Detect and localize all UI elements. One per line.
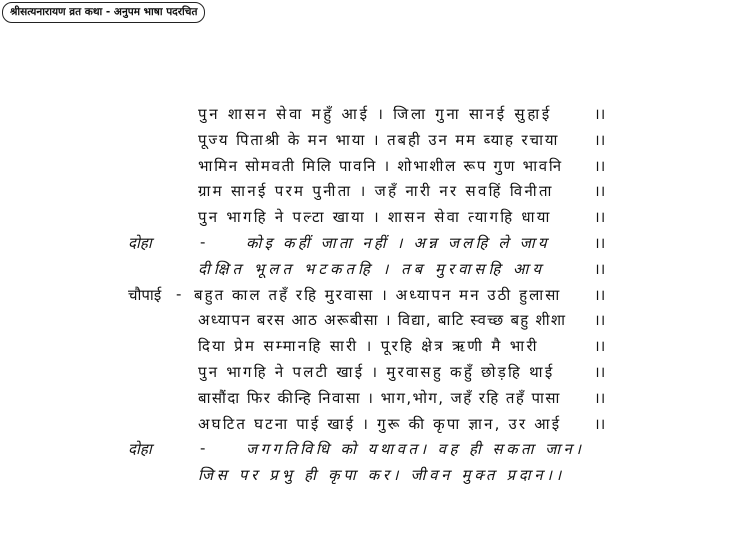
- verse-line: [0, 414, 739, 440]
- verse-end-marker: ।।: [594, 208, 606, 227]
- verse-line: [0, 336, 739, 362]
- verse-text: पुन भागहि ने पलटी खाई । मुरवासहु कहुँ छोड़हि थाई: [198, 363, 555, 381]
- verse-end-marker: ।।: [594, 337, 606, 356]
- verse-line: [0, 259, 739, 285]
- verse-end-marker: ।।: [594, 388, 606, 407]
- verse-dash: -: [200, 439, 206, 458]
- verse-end-marker: ।।: [594, 285, 606, 304]
- verse-text: पूज्य पिताश्री के मन भाया । तबही उन मम ब्याह रचाया: [198, 130, 560, 149]
- verse-dash: -: [200, 233, 206, 251]
- document-header-tag: श्रीसत्यनारायण व्रत कथा - अनुपम भाषा पदरचित: [2, 2, 205, 23]
- verse-line: [0, 233, 739, 259]
- verse-type-label: दोहा: [128, 440, 152, 459]
- verse-dash: -: [176, 284, 182, 303]
- verse-text: जिस पर प्रभु ही कृपा कर। जीवन मुक्त प्रदान।।: [198, 466, 565, 485]
- verse-line: [0, 181, 739, 207]
- verse-end-marker: ।।: [594, 156, 606, 175]
- verse-line: [0, 310, 739, 336]
- verse-text: दिया प्रेम सम्मानहि सारी । पूरहि क्षेत्र ऋणी मै भारी: [198, 337, 539, 356]
- verse-text: जगगतिविधि को यथावत। वह ही सकता जान।: [246, 440, 585, 459]
- verse-text: बासौंदा फिर कीन्हि निवासा । भाग,भोग, जहँ रहि तहँ पासा: [198, 388, 561, 407]
- verse-line: [0, 362, 739, 388]
- verse-line: [0, 130, 739, 156]
- verse-text: पुन भागहि ने पल्टा खाया । शासन सेवा त्यागहि धाया: [198, 208, 552, 227]
- verse-line: [0, 156, 739, 182]
- verse-text: दीक्षित भूलत भटकतहि । तब मुरवासहि आय: [198, 259, 546, 278]
- verse-text: कोइ कहीं जाता नहीं । अन्न जलहि ले जाय: [246, 234, 550, 252]
- verse-end-marker: ।।: [594, 414, 606, 433]
- verse-end-marker: ।।: [594, 105, 606, 123]
- verse-end-marker: ।।: [594, 182, 606, 201]
- verse-type-label: दोहा: [128, 234, 152, 252]
- verse-type-label: चौपाई: [128, 285, 162, 304]
- verse-line: [0, 104, 739, 130]
- verse-text: अघटित घटना पाई खाई । गुरू की कृपा ज्ञान, उर आई: [198, 414, 562, 433]
- verse-end-marker: ।।: [594, 130, 606, 149]
- verse-text: पुन शासन सेवा महुँ आई । जिला गुना सानई सुहाई: [198, 105, 553, 123]
- verse-end-marker: ।।: [594, 234, 606, 252]
- verse-line: [0, 388, 739, 414]
- verse-end-marker: ।।: [594, 259, 606, 278]
- verse-line: [0, 439, 739, 465]
- verse-line: [0, 465, 739, 491]
- verse-text: बहुत काल तहँ रहि मुरवासा । अध्यापन मन उठी हुलासा: [194, 285, 562, 304]
- verse-line: [0, 207, 739, 233]
- verse-end-marker: ।।: [594, 363, 606, 381]
- verse-text: ग्राम सानई परम पुनीता । जहँ नारी नर सवहिं विनीता: [198, 182, 554, 201]
- verse-text: भामिन सोमवती मिलि पावनि । शोभाशील रूप गुण भावनि: [198, 156, 563, 175]
- verse-end-marker: ।।: [594, 311, 606, 330]
- verse-line: [0, 285, 739, 311]
- verse-text: अध्यापन बरस आठ अरूबीसा । विद्या, बाटि स्वच्छ बहु शीशा: [198, 311, 567, 330]
